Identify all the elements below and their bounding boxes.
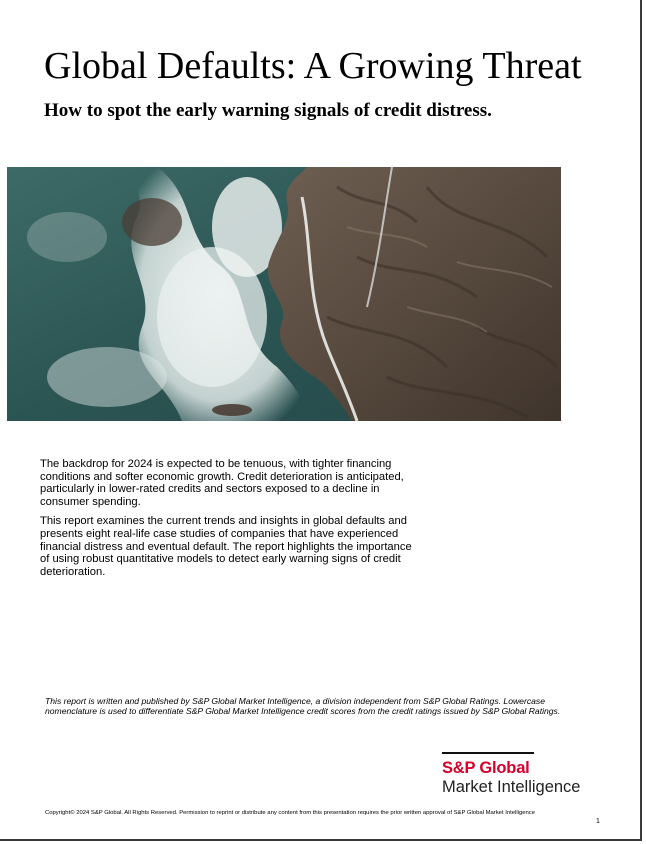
intro-paragraph: The backdrop for 2024 is expected to be tenuous, with tighter financing conditions and softer economic growth. Credit deterioration is anticipated, particularly in lower-rated credits and sectors exposed to a decline in consumer spending. xyxy=(40,458,404,508)
copyright-notice: Copyright© 2024 S&P Global. All Rights Reserved. Permission to reprint or distribute any content from this presentation requires the prior written approval of S&P Global Market Intelligence xyxy=(45,810,536,816)
logo-subbrand: Market Intelligence xyxy=(442,778,581,796)
logo-brand: S&P Global xyxy=(442,759,530,777)
disclaimer-text: This report is written and published by S&P Global Market Intelligence, a division independent from S&P Global Ratings. Lowercase nomenclature is used to differentiate S&P Global Market Intelligence credit scores from the credit ratings issued by S&P Global Ratings. xyxy=(45,696,561,716)
sp-global-logo xyxy=(442,752,612,797)
intro-paragraph: This report examines the current trends and insights in global defaults and presents eight real-life case studies of companies that have experienced financial distress and eventual default. The report highlights the importance of using robust quantitative models to detect early warning signs of credit deterioration. xyxy=(40,515,412,578)
page-subtitle: How to spot the early warning signals of credit distress. xyxy=(44,100,492,121)
page-title: Global Defaults: A Growing Threat xyxy=(44,45,582,87)
logo-rule xyxy=(442,752,534,754)
hero-image xyxy=(7,167,561,421)
intro-body xyxy=(40,458,418,585)
page-number: 1 xyxy=(596,818,600,825)
